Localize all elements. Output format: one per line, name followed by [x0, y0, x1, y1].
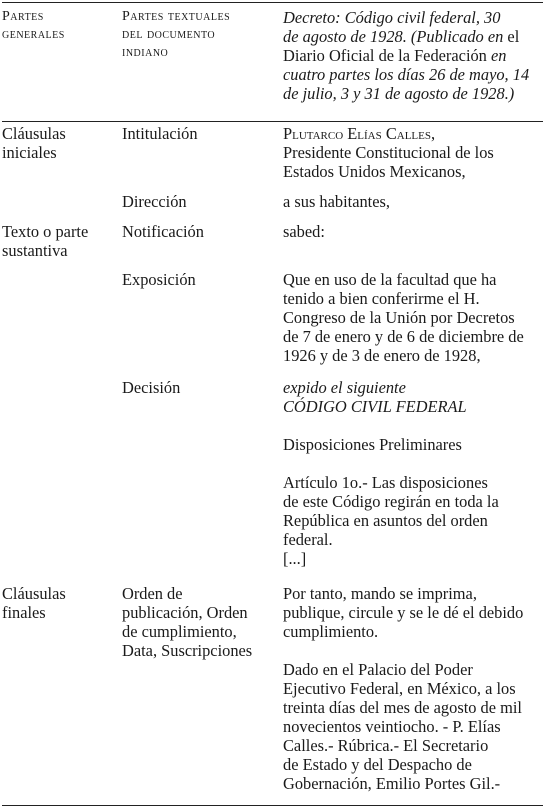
presidente-name: Plutarco Elías Calles, [283, 124, 436, 143]
header-col2-line: del documento [122, 27, 216, 42]
part-decision: Decisión [122, 378, 181, 397]
section-texto-sustantiva [2, 222, 120, 260]
header-rule [2, 121, 543, 122]
header-decreto-run: Diario Oficial de la Federación [283, 46, 491, 65]
text-line: 1926 y de 3 de enero de 1928, [283, 346, 481, 365]
section-label-line: finales [2, 603, 46, 622]
header-decreto-line [283, 8, 545, 27]
text-line: Artículo 1o.- Las disposiciones [283, 473, 488, 492]
text-line: de este Código regirán en toda la [283, 492, 499, 511]
header-decreto [283, 8, 545, 103]
bottom-rule [2, 805, 543, 806]
part-direccion: Dirección [122, 192, 187, 211]
text-line: Dado en el Palacio del Poder [283, 660, 473, 679]
header-decreto-run: el [503, 27, 520, 46]
text-line: tenido a bien conferirme el H. [283, 289, 480, 308]
header-decreto-line [283, 46, 545, 65]
text-line: treinta días del mes de agosto de mil [283, 698, 522, 717]
text-line: federal. [283, 530, 333, 549]
decision-text [283, 378, 545, 568]
text-line: Congreso de la Unión por Decretos [283, 308, 515, 327]
text-line: Gobernación, Emilio Portes Gil.- [283, 774, 501, 793]
header-partes-generales [2, 8, 65, 44]
header-col1-line: Partes [2, 9, 44, 24]
header-col2-line: indiano [122, 45, 169, 60]
header-col2-line: Partes textuales [122, 9, 231, 24]
text-line: [...] [283, 549, 307, 568]
text-line: publique, circule y se le dé el debido [283, 603, 524, 622]
text-line: Data, Suscripciones [122, 641, 253, 660]
header-decreto-run: de julio, 3 y 31 de agosto de 1928.) [283, 84, 515, 103]
text-line: Orden de [122, 584, 183, 603]
header-decreto-line [283, 65, 545, 84]
header-decreto-run: en [490, 46, 507, 65]
disposiciones-heading: Disposiciones Preliminares [283, 435, 462, 454]
section-label-line: Cláusulas [2, 124, 66, 143]
text-line: Estados Unidos Mexicanos, [283, 162, 466, 181]
text-line: Presidente Constitucional de los [283, 143, 494, 162]
top-rule [2, 2, 543, 3]
section-label-line: iniciales [2, 143, 57, 162]
text-line: Calles.- Rúbrica.- El Secretario [283, 736, 489, 755]
text-line: de Estado y del Despacho de [283, 755, 472, 774]
section-label-line: Texto o parte [2, 222, 89, 241]
part-orden [122, 584, 280, 660]
part-notificacion: Notificación [122, 222, 204, 241]
header-decreto-line [283, 27, 545, 46]
text-line: novecientos veintiocho. - P. Elías [283, 717, 501, 736]
header-decreto-run: de agosto de 1928. (Publicado en [283, 27, 504, 46]
header-partes-textuales [122, 8, 230, 62]
text-line: de 7 de enero y de 6 de diciembre de [283, 327, 524, 346]
text-line: de cumplimiento, [122, 622, 237, 641]
header-col1-line: generales [2, 27, 65, 42]
expido-line: expido el siguiente [283, 378, 406, 397]
codigo-title: CÓDIGO CIVIL FEDERAL [283, 397, 467, 416]
section-clausulas-iniciales [2, 124, 120, 162]
notificacion-text: sabed: [283, 222, 325, 241]
section-clausulas-finales [2, 584, 120, 622]
text-line: República en asuntos del orden [283, 511, 488, 530]
intitulacion-text [283, 124, 545, 181]
section-label-line: Cláusulas [2, 584, 66, 603]
header-decreto-run: Decreto: Código civil federal, 30 [283, 8, 501, 27]
direccion-text: a sus habitantes, [283, 192, 390, 211]
part-exposicion: Exposición [122, 270, 196, 289]
finales-text [283, 584, 545, 793]
header-decreto-line [283, 84, 545, 103]
exposicion-text [283, 270, 545, 365]
section-label-line: sustantiva [2, 241, 68, 260]
part-intitulacion: Intitulación [122, 124, 198, 143]
text-line: Que en uso de la facultad que ha [283, 270, 497, 289]
text-line: cumplimiento. [283, 622, 379, 641]
text-line: publicación, Orden [122, 603, 248, 622]
text-line: Por tanto, mando se imprima, [283, 584, 477, 603]
text-line: Ejecutivo Federal, en México, a los [283, 679, 516, 698]
header-decreto-run: cuatro partes los días 26 de mayo, 14 [283, 65, 530, 84]
